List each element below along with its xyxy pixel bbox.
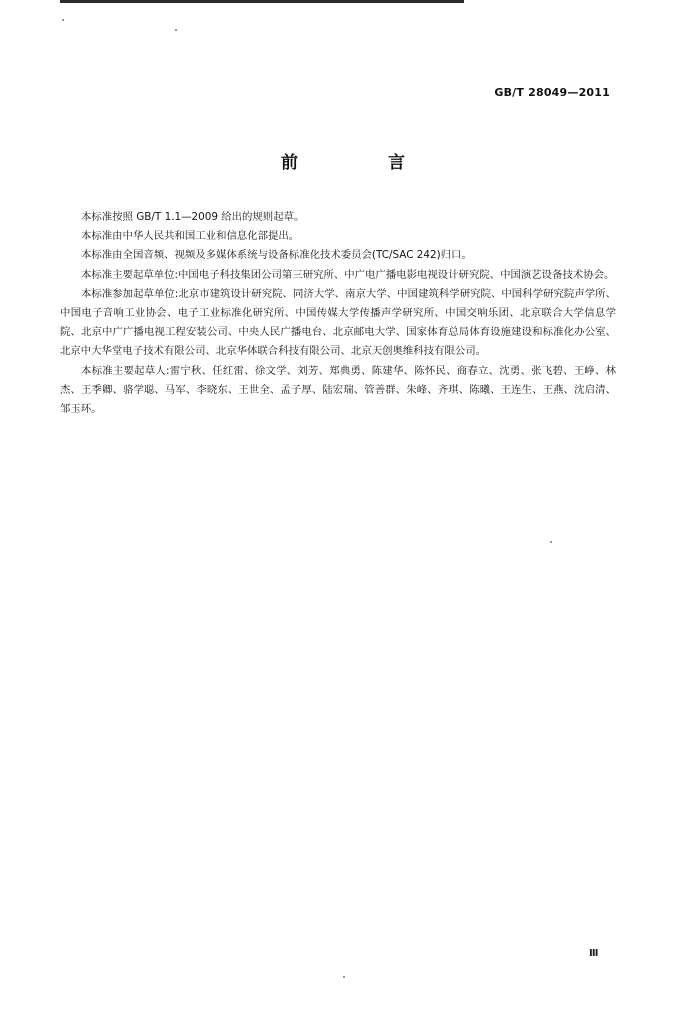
scan-speck: [343, 976, 345, 978]
paragraph-committee: 本标准由全国音频、视频及多媒体系统与设备标准化技术委员会(TC/SAC 242)归口。: [81, 249, 472, 262]
paragraph-main-drafters: 本标准主要起草人:雷宁秋、任红雷、徐文学、刘芳、郑典勇、陈建华、陈怀民、商春立、沈勇、张飞碧、王峥、林杰、王季卿、骆学聪、马军、李晓东、王世全、孟子厚、陆宏瑞、管善群、朱峰、齐琪、陈曦、王连生、王燕、沈启清、邹玉环。: [60, 364, 616, 416]
page-number: Ⅲ: [589, 948, 599, 959]
foreword-body: [60, 208, 616, 419]
paragraph-participating-units: 本标准参加起草单位:北京市建筑设计研究院、同济大学、南京大学、中国建筑科学研究院、中国科学研究院声学所、中国电子音响工业协会、电子工业标准化研究所、中国传媒大学传播声学研究所、中国交响乐团、北京联合大学信息学院、北京中广广播电视工程安装公司、中央人民广播电台、北京邮电大学、国家体育总局体育设施建设和标准化办公室、北京中大华堂电子技术有限公司、北京华体联合科技有限公司、北京天创奥维科技有限公司。: [60, 287, 616, 358]
top-rule: [60, 0, 464, 3]
paragraph-main-units: 本标准主要起草单位:中国电子科技集团公司第三研究所、中广电广播电影电视设计研究院、中国演艺设备技术协会。: [81, 268, 615, 281]
page-title: 前 言: [281, 153, 447, 173]
scan-speck: [550, 541, 552, 543]
paragraph-drafting-rules: 本标准按照 GB/T 1.1—2009 给出的规则起草。: [81, 211, 305, 223]
paragraph-proposer: 本标准由中华人民共和国工业和信息化部提出。: [81, 230, 300, 243]
standard-number: GB/T 28049—2011: [494, 86, 610, 99]
scan-speck: [62, 19, 64, 21]
scan-speck: [175, 29, 177, 31]
